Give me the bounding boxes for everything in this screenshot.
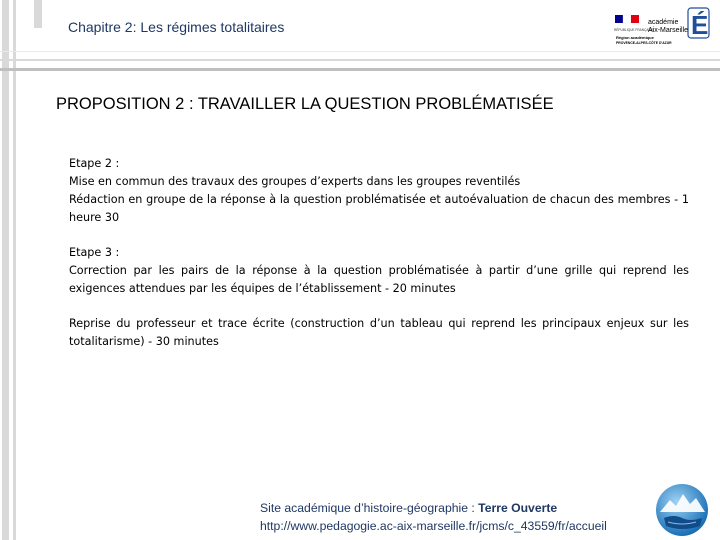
logo-sub2: PROVENCE-ALPES-CÔTE D'AZUR (616, 41, 672, 45)
teacher-recap-block (69, 315, 689, 351)
step-2-heading: Etape 2 : (69, 157, 120, 170)
footer (260, 499, 607, 535)
left-vertical-bar (2, 0, 9, 540)
step-2-block (69, 155, 689, 227)
marianne-flag-icon (615, 15, 639, 23)
step-3-block (69, 244, 689, 298)
header-horizontal-bar (0, 68, 720, 71)
step-2-line-2: Rédaction en groupe de la réponse à la question problématisée et autoévaluation de chacun des membres - 1 heure 30 (69, 193, 689, 224)
left-vertical-bar-accent (34, 0, 42, 28)
left-vertical-bar-inner (13, 0, 16, 540)
chapter-title: Chapitre 2: Les régimes totalitaires (68, 19, 285, 35)
content-body (69, 155, 689, 368)
teacher-recap-line: Reprise du professeur et trace écrite (construction d’un tableau qui reprend les principaux enjeux sur les totalitarisme) - 30 minutes (69, 317, 689, 348)
header-horizontal-bar-thin (0, 59, 720, 61)
logo-line1: académie (648, 19, 679, 26)
page-title: PROPOSITION 2 : TRAVAILLER LA QUESTION PROBLÉMATISÉE (56, 95, 554, 113)
academy-logo (612, 6, 712, 52)
step-3-heading: Etape 3 : (69, 246, 120, 259)
step-2-line-1: Mise en commun des travaux des groupes d’experts dans les groupes reventilés (69, 175, 521, 188)
svg-text:É: É (691, 10, 709, 40)
logo-sub1: Région académique (616, 35, 654, 40)
footer-url-link[interactable]: http://www.pedagogie.ac-aix-marseille.fr/jcms/c_43559/fr/accueil (260, 519, 607, 533)
svg-text:RÉPUBLIQUE FRANÇAISE: RÉPUBLIQUE FRANÇAISE (614, 28, 654, 32)
footer-brand-link[interactable]: Terre Ouverte (478, 501, 558, 515)
logo-line2: Aix-Marseille (648, 27, 689, 34)
footer-prefix: Site académique d’histoire-géographie : (260, 501, 479, 515)
globe-earth-icon (652, 482, 712, 540)
step-3-line-1: Correction par les pairs de la réponse à la question problématisée à partir d’une grille qui reprend les exigences attendues par les équipes de l’établissement - 20 minutes (69, 264, 689, 295)
